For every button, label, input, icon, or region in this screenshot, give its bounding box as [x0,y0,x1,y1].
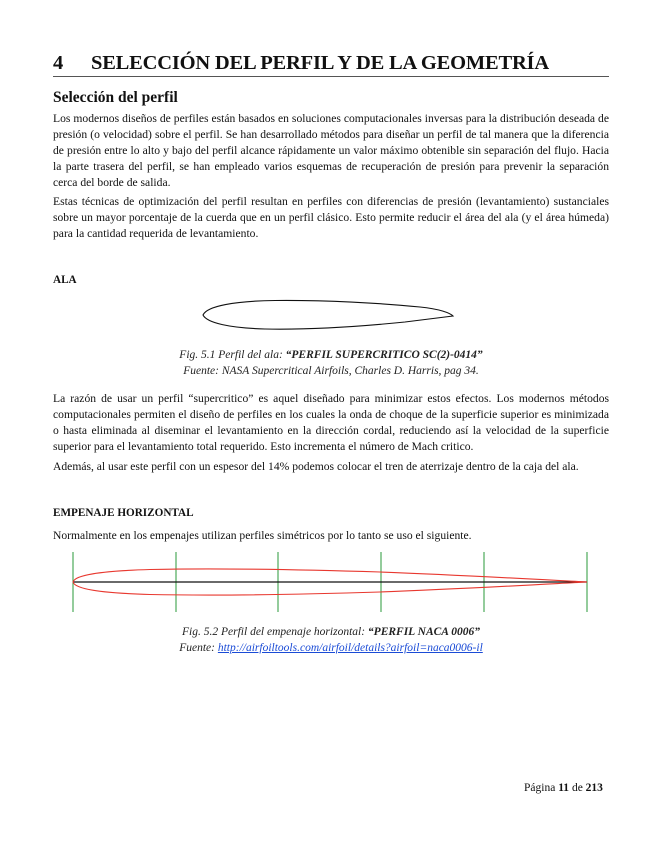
label-ala: ALA [53,274,77,286]
figure2-source [53,640,609,656]
heading-rule [53,76,609,77]
figure1-caption-title: “PERFIL SUPERCRITICO SC(2)-0414” [285,349,483,361]
label-empenaje: EMPENAJE HORIZONTAL [53,507,194,519]
figure2-caption-title: “PERFIL NACA 0006” [367,626,480,638]
chapter-number: 4 [53,52,64,74]
footer-middle: de [569,782,586,794]
page-footer [524,782,603,794]
figure1-caption-prefix: Fig. 5.1 Perfil del ala: [179,349,286,361]
chapter-title: SELECCIÓN DEL PERFIL Y DE LA GEOMETRÍA [91,52,549,74]
airfoiltools-link[interactable]: http://airfoiltools.com/airfoil/details?airfoil=naca0006-il [217,642,483,654]
footer-prefix: Página [524,782,559,794]
paragraph-2: Estas técnicas de optimización del perfil resultan en perfiles con diferencias de presión (levantamiento) sustanciales sobre un mayor porcentaje de la cuerda que en un perfil clásico. Esto permite reducir el área del ala (y el área húmeda) para la cantidad requerida de levantamiento. [53,195,609,240]
section-title: Selección del perfil [53,89,178,106]
figure2-caption [53,624,609,640]
paragraph-5: Normalmente en los empenajes utilizan perfiles simétricos por lo tanto se uso el siguiente. [53,529,472,542]
paragraph-4: Además, al usar este perfil con un espesor del 14% podemos colocar el tren de aterrizaje dentro de la caja del ala. [53,460,579,473]
page-number: 11 [558,782,570,794]
figure2-source-prefix: Fuente: [179,642,218,654]
figure1-source: Fuente: NASA Supercritical Airfoils, Charles D. Harris, pag 34. [183,365,479,377]
tail-airfoil-figure [60,550,605,614]
figure1-caption [53,347,609,363]
wing-airfoil-figure [195,292,460,336]
figure2-caption-prefix: Fig. 5.2 Perfil del empenaje horizontal: [182,626,368,638]
paragraph-3: La razón de usar un perfil “supercritico” es aquel diseñado para minimizar estos efectos. Los modernos métodos computacionales permiten el diseño de perfiles en los cuales la onda de choque de la superficie superior es minimizada o hasta eliminada al diseminar el levantamiento en la dirección cordal, reduciendo así la velocidad de la superficie superior para el levantamiento total requerido. Esto incrementa el número de Mach critico. [53,392,609,453]
page-total: 213 [585,782,603,794]
chapter-heading [53,52,608,75]
paragraph-1: Los modernos diseños de perfiles están basados en soluciones computacionales inversas para la distribución deseada de presión (o velocidad) sobre el perfil. Se han desarrollado métodos para diseñar un perfil de tal manera que la diferencia de presión entre lo alto y bajo del perfil alcance rápidamente un valor máximo obtenible sin separación del flujo. Hacia la parte trasera del perfil, se han empleado varios esquemas de recuperación de presión para prevenir la separación cerca del borde de salida. [53,112,609,189]
